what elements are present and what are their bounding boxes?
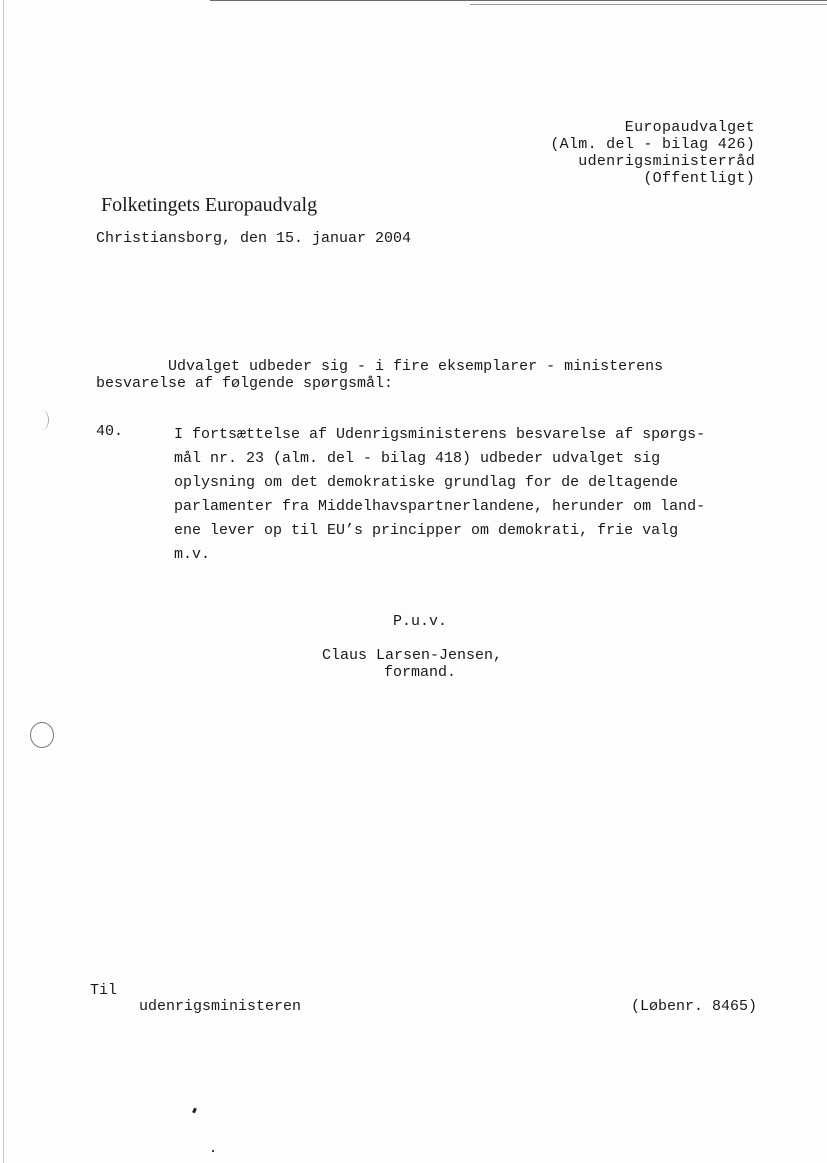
scan-edge-line	[210, 0, 827, 1]
question-line: mål nr. 23 (alm. del - bilag 418) udbeder udvalget sig	[174, 450, 661, 467]
question-line: ene lever op til EU’s principper om demokrati, frie valg	[174, 522, 679, 539]
committee-name: Folketingets Europaudvalg	[101, 194, 318, 216]
scan-artifact-arc	[34, 410, 49, 430]
reference-status: (Offentligt)	[643, 170, 755, 187]
reference-committee: Europaudvalget	[624, 119, 755, 136]
recipient: udenrigsministeren	[139, 998, 302, 1015]
signature-puv: P.u.v.	[393, 613, 448, 630]
signature-block	[322, 647, 502, 681]
intro-line: besvarelse af følgende spørgsmål:	[96, 375, 394, 392]
scan-speck	[192, 1108, 197, 1114]
to-label: Til	[90, 982, 118, 999]
question-line: parlamenter fra Middelhavspartnerlandene, herunder om land-	[174, 498, 706, 515]
intro-line: Udvalget udbeder sig - i fire eksemplarer - ministerens	[96, 358, 664, 375]
scan-speck	[212, 1150, 214, 1152]
question-line: oplysning om det demokratiske grundlag for de deltagende	[174, 474, 679, 491]
scan-left-edge	[3, 0, 4, 1163]
place-date: Christiansborg, den 15. januar 2004	[96, 230, 412, 247]
question-number: 40.	[96, 423, 124, 440]
reference-bilag: (Alm. del - bilag 426)	[550, 136, 755, 153]
punch-hole	[30, 722, 54, 748]
signer-name: Claus Larsen-Jensen,	[322, 647, 503, 664]
question-text	[174, 423, 705, 567]
reference-block	[550, 119, 755, 187]
reference-topic: udenrigsministerråd	[578, 153, 755, 170]
question-line: m.v.	[174, 546, 211, 563]
serial-number: (Løbenr. 8465)	[630, 998, 757, 1015]
signer-role: formand.	[384, 664, 457, 681]
scan-edge-line-secondary	[470, 4, 827, 5]
question-line: I fortsættelse af Udenrigsministerens besvarelse af spørgs-	[174, 426, 706, 443]
intro-paragraph	[96, 358, 663, 392]
